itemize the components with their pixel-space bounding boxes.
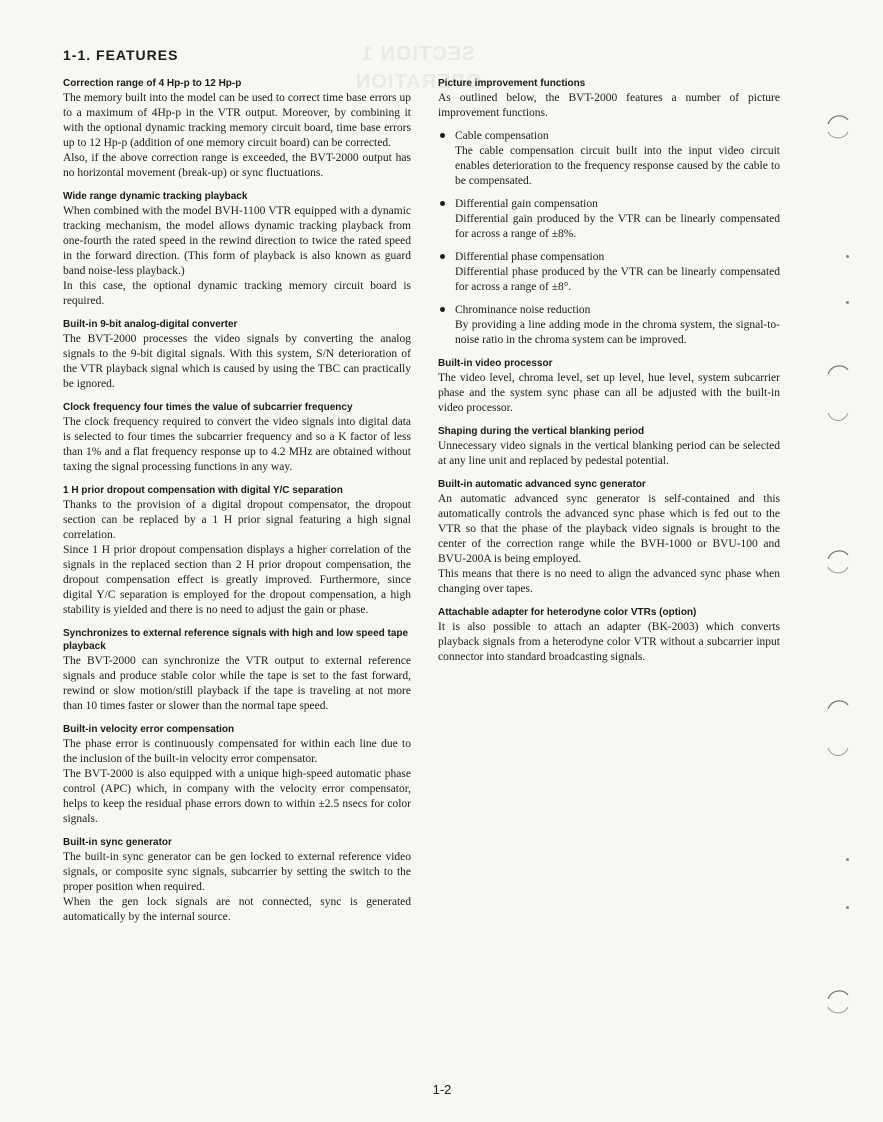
page-heading: 1-1. FEATURES xyxy=(63,47,179,63)
section-paragraph: This means that there is no need to align the advanced sync phase when changing over tapes. xyxy=(438,568,780,595)
section-paragraph: When the gen lock signals are not connected, sync is generated automatically by the internal source. xyxy=(63,896,411,923)
bullet-dot-icon xyxy=(440,254,445,259)
bullet-dot-icon xyxy=(440,133,445,138)
section-correction-range xyxy=(63,77,411,181)
section-video-processor xyxy=(438,357,780,416)
bullet-title: Cable compensation xyxy=(455,130,549,142)
section-title: Synchronizes to external reference signals with high and low speed tape playback xyxy=(63,628,409,652)
section-paragraph: The BVT-2000 is also equipped with a unique high-speed automatic phase control (APC) which, in company with the velocity error compensator, helps to keep the residual phase errors down to within ±2.5 nsecs for color signals. xyxy=(63,768,411,825)
watermark-line-1: SECTION 1 xyxy=(360,43,476,65)
section-title: Correction range of 4 Hp-p to 12 Hp-p xyxy=(63,78,242,89)
section-sync-generator xyxy=(63,836,411,925)
section-paragraph: Since 1 H prior dropout compensation displays a higher correlation of the signals in the replaced section than 2 H prior dropout compensation, the dropout compensation effect is greatly improved. Furthermore, since digital Y/C separation is employed for the dropout compensation, a high stability is yielded and there is no need to adjust the gain or phase. xyxy=(63,544,411,616)
watermark-line-2: OPERATION xyxy=(354,71,482,93)
bullet-item xyxy=(438,197,780,242)
punch-hole-icon xyxy=(822,545,852,581)
right-column xyxy=(438,77,780,674)
section-title: Clock frequency four times the value of subcarrier frequency xyxy=(63,402,353,413)
section-paragraph: When combined with the model BVH-1100 VTR equipped with a dynamic tracking mechanism, the model allows dynamic tracking playback from one-fourth the rated speed in the rewind direction to twice the rated speed in the forward direction. (This form of playback is also known as guard band noise-less playback.) xyxy=(63,205,411,277)
section-paragraph: Also, if the above correction range is exceeded, the BVT-2000 output has no horizontal movement (break-up) or sync fluctuations. xyxy=(63,152,411,179)
section-clock-frequency xyxy=(63,401,411,475)
bullet-item xyxy=(438,303,780,348)
scan-speck xyxy=(846,858,849,861)
section-dropout-compensation xyxy=(63,484,411,618)
section-paragraph: The built-in sync generator can be gen locked to external reference video signals, or composite sync signals, subcarrier by setting the switch to the proper position when required. xyxy=(63,851,411,893)
section-title: 1 H prior dropout compensation with digital Y/C separation xyxy=(63,485,343,496)
bullet-dot-icon xyxy=(440,307,445,312)
section-title: Built-in velocity error compensation xyxy=(63,724,235,735)
section-paragraph: The memory built into the model can be used to correct time base errors up to a maximum of 4Hp-p in the VTR output. Moreover, by combining it with the optional dynamic tracking memory circuit board, time base errors up to 12 Hp-p (addition of one memory circuit board) can be corrected. xyxy=(63,92,411,149)
section-paragraph: An automatic advanced sync generator is self-contained and this automatically controls the advanced sync phase which is fed out to the VTR so that the phase of the playback video signals is brought to the center of the correction range while the BVH-1000 or BVU-100 and BVU-200A is being employed. xyxy=(438,493,780,565)
section-paragraph: Thanks to the provision of a digital dropout compensator, the dropout section can be replaced by a 1 H prior signal featuring a high signal correlation. xyxy=(63,499,411,541)
punch-hole-icon xyxy=(822,695,852,731)
section-paragraph: Unnecessary video signals in the vertical blanking period can be selected at any line unit and replaced by pedestal potential. xyxy=(438,440,780,467)
section-external-sync xyxy=(63,627,411,714)
bullet-dot-icon xyxy=(440,201,445,206)
bullet-title: Chrominance noise reduction xyxy=(455,304,591,316)
scan-speck xyxy=(846,301,849,304)
section-title: Shaping during the vertical blanking period xyxy=(438,426,645,437)
section-paragraph: The phase error is continuously compensated for within each line due to the inclusion of the built-in velocity error compensator. xyxy=(63,738,411,765)
punch-hole-icon xyxy=(822,395,852,431)
section-paragraph: The video level, chroma level, set up level, hue level, system subcarrier phase and the system sync phase can all be adjusted with the built-in video processor. xyxy=(438,372,780,414)
section-title: Built-in 9-bit analog-digital converter xyxy=(63,319,238,330)
section-title: Built-in video processor xyxy=(438,358,553,369)
section-title: Picture improvement functions xyxy=(438,78,586,89)
bullet-text: Differential gain produced by the VTR can be linearly compensated for across a range of ±8%. xyxy=(455,213,780,240)
bullet-text: Differential phase produced by the VTR can be linearly compensated for across a range of ±8°. xyxy=(455,266,780,293)
scan-speck xyxy=(846,255,849,258)
feature-bullet-list xyxy=(438,129,780,348)
section-paragraph: As outlined below, the BVT-2000 features a number of picture improvement functions. xyxy=(438,92,780,119)
page-number: 1-2 xyxy=(432,1082,452,1097)
bullet-text: By providing a line adding mode in the chroma system, the signal-to-noise ratio in the chroma system can be improved. xyxy=(455,319,780,346)
section-paragraph: It is also possible to attach an adapter (BK-2003) which converts playback signals from a heterodyne color VTR without a subcarrier input connector into standard broadcasting signals. xyxy=(438,621,780,663)
section-vertical-blanking xyxy=(438,425,780,469)
section-velocity-error xyxy=(63,723,411,827)
section-paragraph: The clock frequency required to convert the video signals into digital data is selected to four times the subcarrier frequency and so a K factor of less than 1% and a flat frequency response up to 4.2 MHz are obtained without taxing the signal processing functions in any way. xyxy=(63,416,411,473)
section-title: Attachable adapter for heterodyne color VTRs (option) xyxy=(438,607,697,618)
section-paragraph: In this case, the optional dynamic tracking memory circuit board is required. xyxy=(63,280,411,307)
section-picture-improvement xyxy=(438,77,780,348)
punch-hole-icon xyxy=(822,730,852,766)
section-ad-converter xyxy=(63,318,411,392)
scan-speck xyxy=(846,906,849,909)
section-paragraph: The BVT-2000 can synchronize the VTR output to external reference signals and produce stable color while the tape is set to the fast forward, rewind or slow motion/still playback if the tape is traveling at not more than 10 times faster or slower than the normal tape speed. xyxy=(63,655,411,712)
bullet-text: The cable compensation circuit built into the input video circuit enables deterioration to the frequency response caused by the cable to be compensated. xyxy=(455,145,780,187)
bullet-title: Differential phase compensation xyxy=(455,251,605,263)
section-title: Built-in sync generator xyxy=(63,837,172,848)
section-title: Built-in automatic advanced sync generator xyxy=(438,479,646,490)
punch-hole-icon xyxy=(822,110,852,146)
section-paragraph: The BVT-2000 processes the video signals by converting the analog signals to the 9-bit digital signals. With this system, S/N deterioration of the VTR playback signal which is caused by using the TBC can practically be ignored. xyxy=(63,333,411,390)
punch-hole-icon xyxy=(822,985,852,1021)
punch-hole-icon xyxy=(822,360,852,396)
left-column xyxy=(63,77,411,934)
bullet-title: Differential gain compensation xyxy=(455,198,598,210)
bullet-item xyxy=(438,129,780,189)
section-heterodyne-adapter xyxy=(438,606,780,665)
section-dynamic-tracking xyxy=(63,190,411,309)
section-title: Wide range dynamic tracking playback xyxy=(63,191,248,202)
section-advanced-sync xyxy=(438,478,780,597)
bullet-item xyxy=(438,250,780,295)
